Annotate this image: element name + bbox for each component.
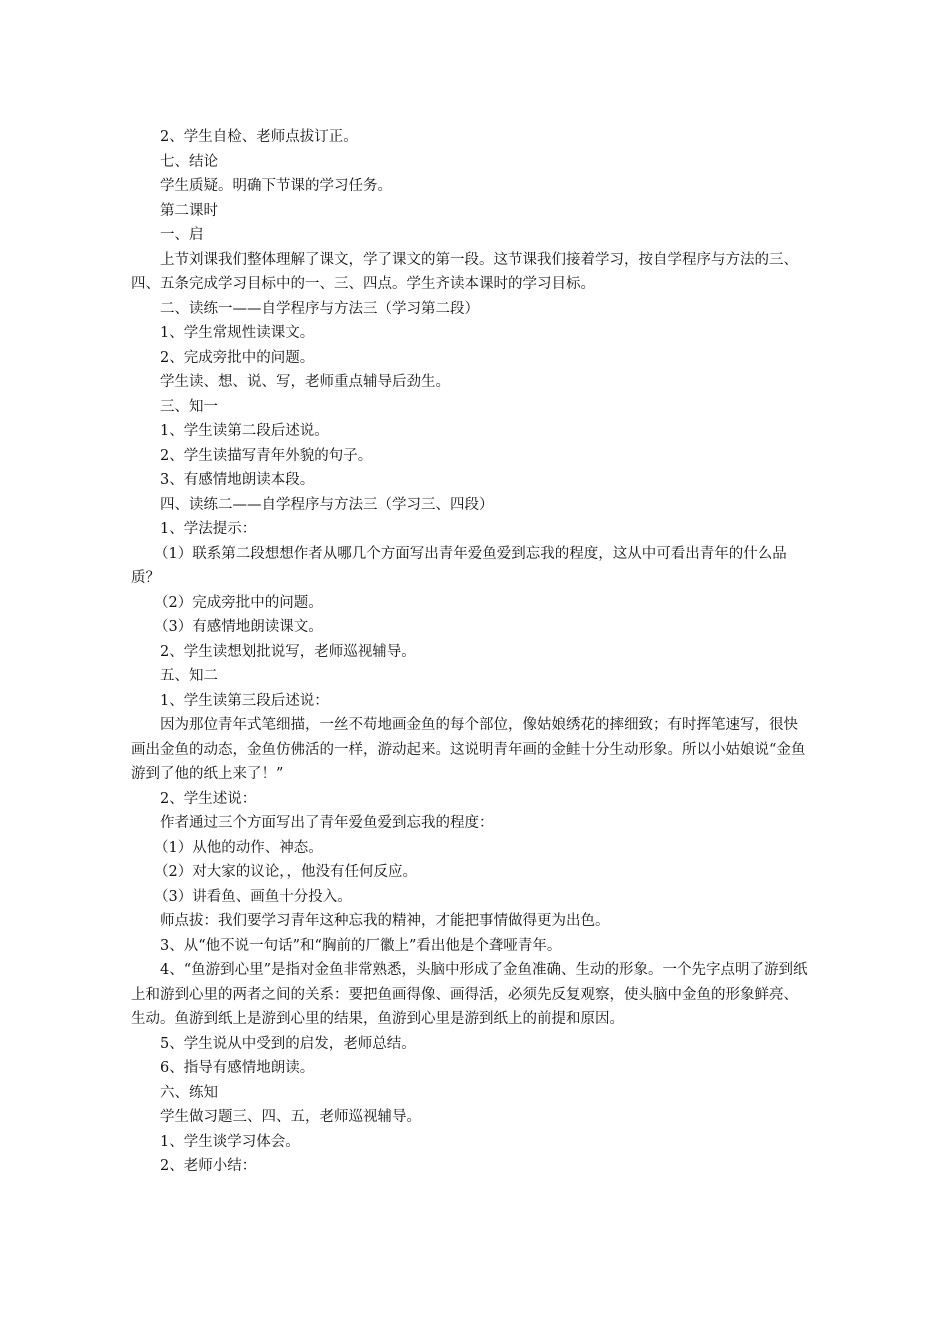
sub-list-item: （1）从他的动作、神态。 — [154, 839, 323, 856]
document-body — [131, 125, 811, 1179]
list-item: 4、“鱼游到心里”是指对金鱼非常熟悉，头脑中形成了金鱼准确、生动的形象。一个先字点明了游到纸上和游到心里的两者之间的关系：要把鱼画得像、画得活，必须先反复观察，使头脑中金鱼的形象鲜亮、生动。鱼游到纸上是游到心里的结果，鱼游到心里是游到纸上的前提和原因。 — [131, 962, 808, 1027]
section-heading: 一、启 — [160, 227, 204, 243]
paragraph: 因为那位青年式笔细描，一丝不苟地画金鱼的每个部位，像姑娘绣花的摔细致；有时挥笔速写，很快画出金鱼的动态，金鱼仿佛活的一样，游动起来。这说明青年画的金鲑十分生动形象。所以小姑娘说“金鱼游到了他的纸上来了！” — [131, 717, 806, 782]
list-item: 2、老师小结： — [160, 1158, 257, 1174]
paragraph: 学生质疑。明确下节课的学习任务。 — [160, 178, 392, 194]
list-item: 2、完成旁批中的问题。 — [160, 349, 315, 366]
lesson-heading: 第二课时 — [160, 202, 218, 219]
paragraph: 学生做习题三、四、五，老师巡视辅导。 — [160, 1109, 421, 1125]
list-item: 5、学生说从中受到的启发，老师总结。 — [160, 1035, 416, 1052]
list-item: 6、指导有感情地朗读。 — [160, 1060, 315, 1076]
section-heading: 五、知二 — [160, 668, 218, 684]
list-item: 3、从“他不说一句话”和“胸前的厂徽上”看出他是个聋哑青年。 — [160, 937, 562, 954]
section-heading: 七、结论 — [160, 153, 218, 170]
sub-list-item: （1）联系第二段想想作者从哪几个方面写出青年爱鱼爱到忘我的程度，这从中可看出青年的什么品质？ — [131, 545, 787, 586]
list-item: 2、学生读描写青年外貌的句子。 — [160, 447, 373, 464]
section-heading: 四、读练二——自学程序与方法三（学习三、四段） — [160, 496, 494, 513]
sub-list-item: （2）对大家的议论，，他没有任何反应。 — [154, 864, 417, 880]
paragraph: 上节刘课我们整体理解了课文，学了课文的第一段。这节课我们接着学习，按自学程序与方法的三、四、五条完成学习目标中的一、三、四点。学生齐读本课时的学习目标。 — [131, 251, 798, 292]
list-item: 1、学生读第三段后述说： — [160, 692, 329, 709]
list-item: 1、学生谈学习体会。 — [160, 1133, 300, 1150]
paragraph: 作者通过三个方面写出了青年爱鱼爱到忘我的程度： — [160, 815, 494, 831]
paragraph: 师点拔：我们要学习青年这种忘我的精神，才能把事情做得更为出色。 — [160, 913, 610, 929]
list-item: 3、有感情地朗读本段。 — [160, 472, 315, 488]
section-heading: 六、练知 — [160, 1084, 218, 1101]
list-item: 1、学法提示： — [160, 521, 257, 537]
list-item: 2、学生读想划批说写，老师巡视辅导。 — [160, 643, 416, 660]
section-heading: 三、知一 — [160, 398, 218, 415]
list-item: 1、学生读第二段后述说。 — [160, 423, 329, 439]
list-item: 1、学生常规性读课文。 — [160, 325, 315, 341]
paragraph: 2、学生自检、老师点拔订正。 — [160, 129, 358, 145]
list-item: 2、学生述说： — [160, 790, 257, 807]
section-heading: 二、读练一——自学程序与方法三（学习第二段） — [160, 300, 479, 317]
sub-list-item: （2）完成旁批中的问题。 — [154, 594, 323, 611]
paragraph: 学生读、想、说、写，老师重点辅导后劲生。 — [160, 374, 450, 390]
sub-list-item: （3）讲看鱼、画鱼十分投入。 — [154, 888, 352, 905]
sub-list-item: （3）有感情地朗读课文。 — [154, 619, 323, 635]
